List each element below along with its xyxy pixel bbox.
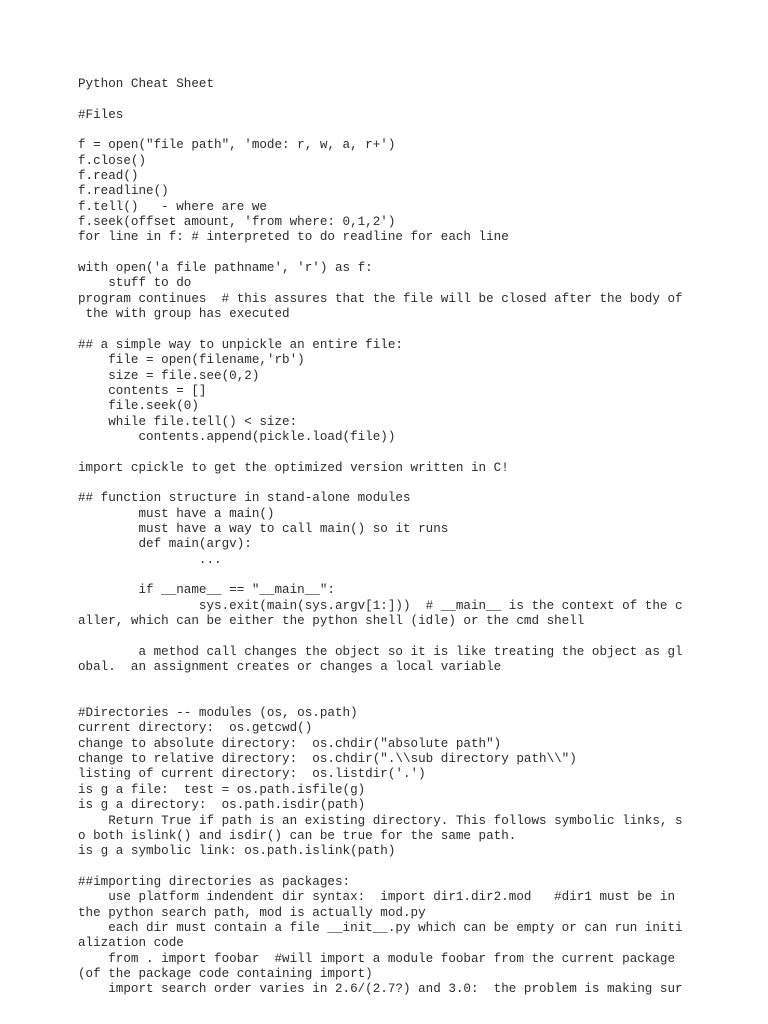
text-line: for line in f: # interpreted to do readline for each line <box>78 230 509 245</box>
text-line: is g a symbolic link: os.path.islink(path) <box>78 844 396 859</box>
text-line: def main(argv): <box>78 537 252 552</box>
text-line: use platform indendent dir syntax: import dir1.dir2.mod #dir1 must be in <box>78 890 676 905</box>
text-line <box>78 246 683 261</box>
text-line: f.close() <box>78 153 147 168</box>
text-line: file = open(filename,'rb') <box>78 353 305 368</box>
text-line: contents.append(pickle.load(file)) <box>78 429 396 444</box>
text-line: must have a main() <box>78 506 275 521</box>
text-line <box>78 323 683 338</box>
text-line: current directory: os.getcwd() <box>78 721 313 736</box>
text-line <box>78 691 683 706</box>
text-line: size = file.see(0,2) <box>78 368 260 383</box>
text-line: Return True if path is an existing directory. This follows symbolic links, s <box>78 813 683 828</box>
text-line: stuff to do <box>78 276 192 291</box>
text-line: change to relative directory: os.chdir(".\\sub directory path\\") <box>78 752 577 767</box>
text-line: f = open("file path", 'mode: r, w, a, r+') <box>78 138 396 153</box>
text-line: ## a simple way to unpickle an entire file: <box>78 337 403 352</box>
text-line: program continues # this assures that the file will be closed after the body of <box>78 291 683 306</box>
text-line: is g a directory: os.path.isdir(path) <box>78 798 366 813</box>
text-line: ##importing directories as packages: <box>78 874 351 889</box>
text-line <box>78 860 683 875</box>
text-line: ## function structure in stand-alone modules <box>78 491 411 506</box>
text-line: a method call changes the object so it is like treating the object as gl <box>78 644 683 659</box>
text-line: must have a way to call main() so it runs <box>78 521 449 536</box>
text-line: with open('a file pathname', 'r') as f: <box>78 261 373 276</box>
text-line <box>78 123 683 138</box>
text-line: (of the package code containing import) <box>78 966 373 981</box>
text-line: import search order varies in 2.6/(2.7?) and 3.0: the problem is making sur <box>78 982 683 997</box>
text-line <box>78 629 683 644</box>
text-line: the with group has executed <box>78 307 290 322</box>
text-line <box>78 476 683 491</box>
text-line: each dir must contain a file __init__.py which can be empty or can run initi <box>78 920 683 935</box>
text-line: #Directories -- modules (os, os.path) <box>78 706 358 721</box>
text-line: aller, which can be either the python shell (idle) or the cmd shell <box>78 614 585 629</box>
text-line <box>78 568 683 583</box>
text-line: ... <box>78 552 222 567</box>
text-line: o both islink() and isdir() can be true for the same path. <box>78 828 517 843</box>
text-line: while file.tell() < size: <box>78 414 298 429</box>
document-text <box>78 77 683 998</box>
text-line: change to absolute directory: os.chdir("absolute path") <box>78 736 502 751</box>
text-line: #Files <box>78 107 124 122</box>
text-line: import cpickle to get the optimized version written in C! <box>78 460 509 475</box>
text-line <box>78 92 683 107</box>
text-line: sys.exit(main(sys.argv[1:])) # __main__ is the context of the c <box>78 598 683 613</box>
text-line: f.read() <box>78 169 139 184</box>
text-line: is g a file: test = os.path.isfile(g) <box>78 782 366 797</box>
text-line: f.readline() <box>78 184 169 199</box>
text-line: if __name__ == "__main__": <box>78 583 335 598</box>
text-line: from . import foobar #will import a module foobar from the current package <box>78 951 676 966</box>
text-line: the python search path, mod is actually mod.py <box>78 905 426 920</box>
text-line: obal. an assignment creates or changes a local variable <box>78 660 502 675</box>
text-line: f.seek(offset amount, 'from where: 0,1,2') <box>78 215 396 230</box>
text-line: listing of current directory: os.listdir('.') <box>78 767 426 782</box>
text-line <box>78 675 683 690</box>
text-line: alization code <box>78 936 184 951</box>
text-line: file.seek(0) <box>78 399 199 414</box>
text-line: f.tell() - where are we <box>78 199 267 214</box>
text-line: Python Cheat Sheet <box>78 77 215 91</box>
text-line: contents = [] <box>78 383 207 398</box>
text-line <box>78 445 683 460</box>
